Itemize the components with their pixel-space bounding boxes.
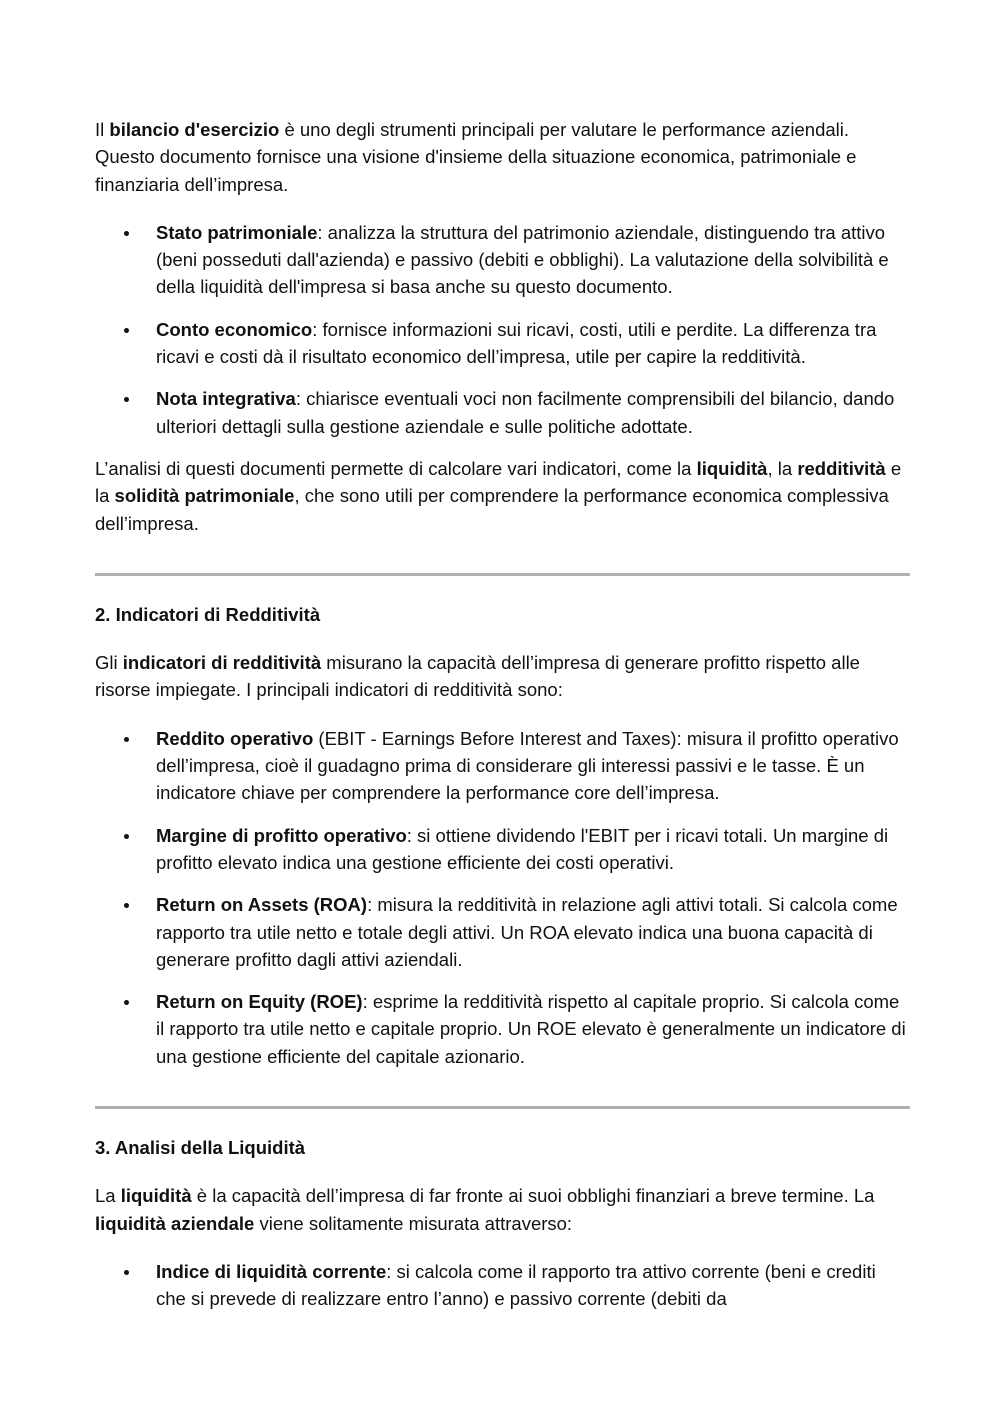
list-item (95, 891, 910, 973)
summary-text: e la (95, 457, 902, 507)
intro-text: è uno degli strumenti principali per valutare le performance aziendali. Questo documento fornisce una visione d'insieme della situazione economica, patrimoniale e finanziaria dell’impresa. (95, 119, 857, 195)
list-item (95, 219, 910, 301)
list-item-text: (EBIT - Earnings Before Interest and Taxes): misura il profitto operativo dell’impresa, cioè il guadagno prima di considerare gli interessi passivi e le tasse. È un indicatore chiave per comprendere la performance core dell’impresa. (156, 727, 899, 804)
list-item (95, 1258, 910, 1313)
list-item-term: Margine di profitto operativo (156, 824, 407, 846)
list-item-text: : misura la redditività in relazione agli attivi totali. Si calcola come rapporto tra utile netto e totale degli attivi. Un ROA elevato indica una buona capacità di generare profitto dagli attivi aziendali. (156, 894, 898, 970)
list-item-text: : si calcola come il rapporto tra attivo corrente (beni e crediti che si prevede di realizzare entro l’anno) e passivo corrente (debiti da (156, 1260, 876, 1310)
list-item (95, 725, 910, 807)
summary-term: liquidità (696, 457, 768, 479)
intro-term: bilancio d'esercizio (109, 119, 280, 140)
liquidity-list (95, 1258, 910, 1313)
lead-term: indicatori di redditività (122, 652, 322, 674)
lead-text: è la capacità dell’impresa di far fronte ai suoi obblighi finanziari a breve termine. La (191, 1185, 875, 1207)
lead-text: misurano la capacità dell’impresa di generare profitto rispetto alle risorse impiegate. I principali indicatori di redditività sono: (95, 652, 860, 701)
lead-term: liquidità aziendale (95, 1212, 255, 1234)
list-item-term: Nota integrativa (156, 388, 296, 410)
list-item-term: Indice di liquidità corrente (156, 1260, 387, 1282)
list-item-term: Stato patrimoniale (156, 221, 318, 243)
section-divider (95, 573, 910, 576)
summary-term: redditività (797, 457, 886, 479)
summary-term: solidità patrimoniale (114, 485, 295, 507)
intro-text: Il (95, 119, 110, 140)
list-item (95, 988, 910, 1070)
section-heading: 3. Analisi della Liquidità (95, 1137, 306, 1159)
list-item-text: : si ottiene dividendo l'EBIT per i ricavi totali. Un margine di profitto elevato indica una gestione efficiente dei costi operativi. (156, 824, 889, 873)
lead-text: Gli (95, 652, 123, 674)
lead-term: liquidità (120, 1185, 192, 1207)
summary-text: , che sono utili per comprendere la performance economica complessiva dell’impresa. (95, 485, 889, 534)
indicators-list (95, 725, 910, 1070)
lead-text: La (95, 1185, 121, 1207)
lead-text: viene solitamente misurata attraverso: (254, 1212, 573, 1234)
list-item-term: Return on Equity (ROE) (156, 991, 363, 1013)
list-item-text: : analizza la struttura del patrimonio aziendale, distinguendo tra attivo (beni posseduti dall'azienda) e passivo (debiti e obblighi). La valutazione della solvibilità e della liquidità dell'impresa si basa anche su questo documento. (156, 221, 889, 298)
list-item-text: : chiarisce eventuali voci non facilmente comprensibili del bilancio, dando ulteriori dettagli sulla gestione aziendale e sulle politiche adottate. (156, 388, 895, 437)
summary-text: L’analisi di questi documenti permette di calcolare vari indicatori, come la (95, 457, 697, 479)
documents-list (95, 219, 910, 440)
list-item-text: : fornisce informazioni sui ricavi, costi, utili e perdite. La differenza tra ricavi e costi dà il risultato economico dell’impresa, utile per capire la redditività. (156, 318, 877, 368)
list-item (95, 385, 910, 440)
document-body (95, 116, 910, 1328)
list-item (95, 316, 910, 371)
intro-paragraph (95, 116, 910, 198)
section-heading: 2. Indicatori di Redditività (95, 603, 321, 625)
section-lead-paragraph (95, 1182, 910, 1237)
list-item-term: Conto economico (156, 318, 313, 340)
list-item (95, 822, 910, 877)
list-item-text: : esprime la redditività rispetto al capitale proprio. Si calcola come il rapporto tra utile netto e capitale proprio. Un ROE elevato è generalmente un indicatore di una gestione efficiente del capitale azionario. (156, 991, 906, 1067)
summary-paragraph (95, 455, 910, 537)
section-lead-paragraph (95, 649, 910, 704)
summary-text: , la (767, 457, 798, 479)
section-divider (95, 1106, 910, 1109)
list-item-term: Reddito operativo (156, 727, 314, 749)
list-item-term: Return on Assets (ROA) (156, 894, 368, 916)
